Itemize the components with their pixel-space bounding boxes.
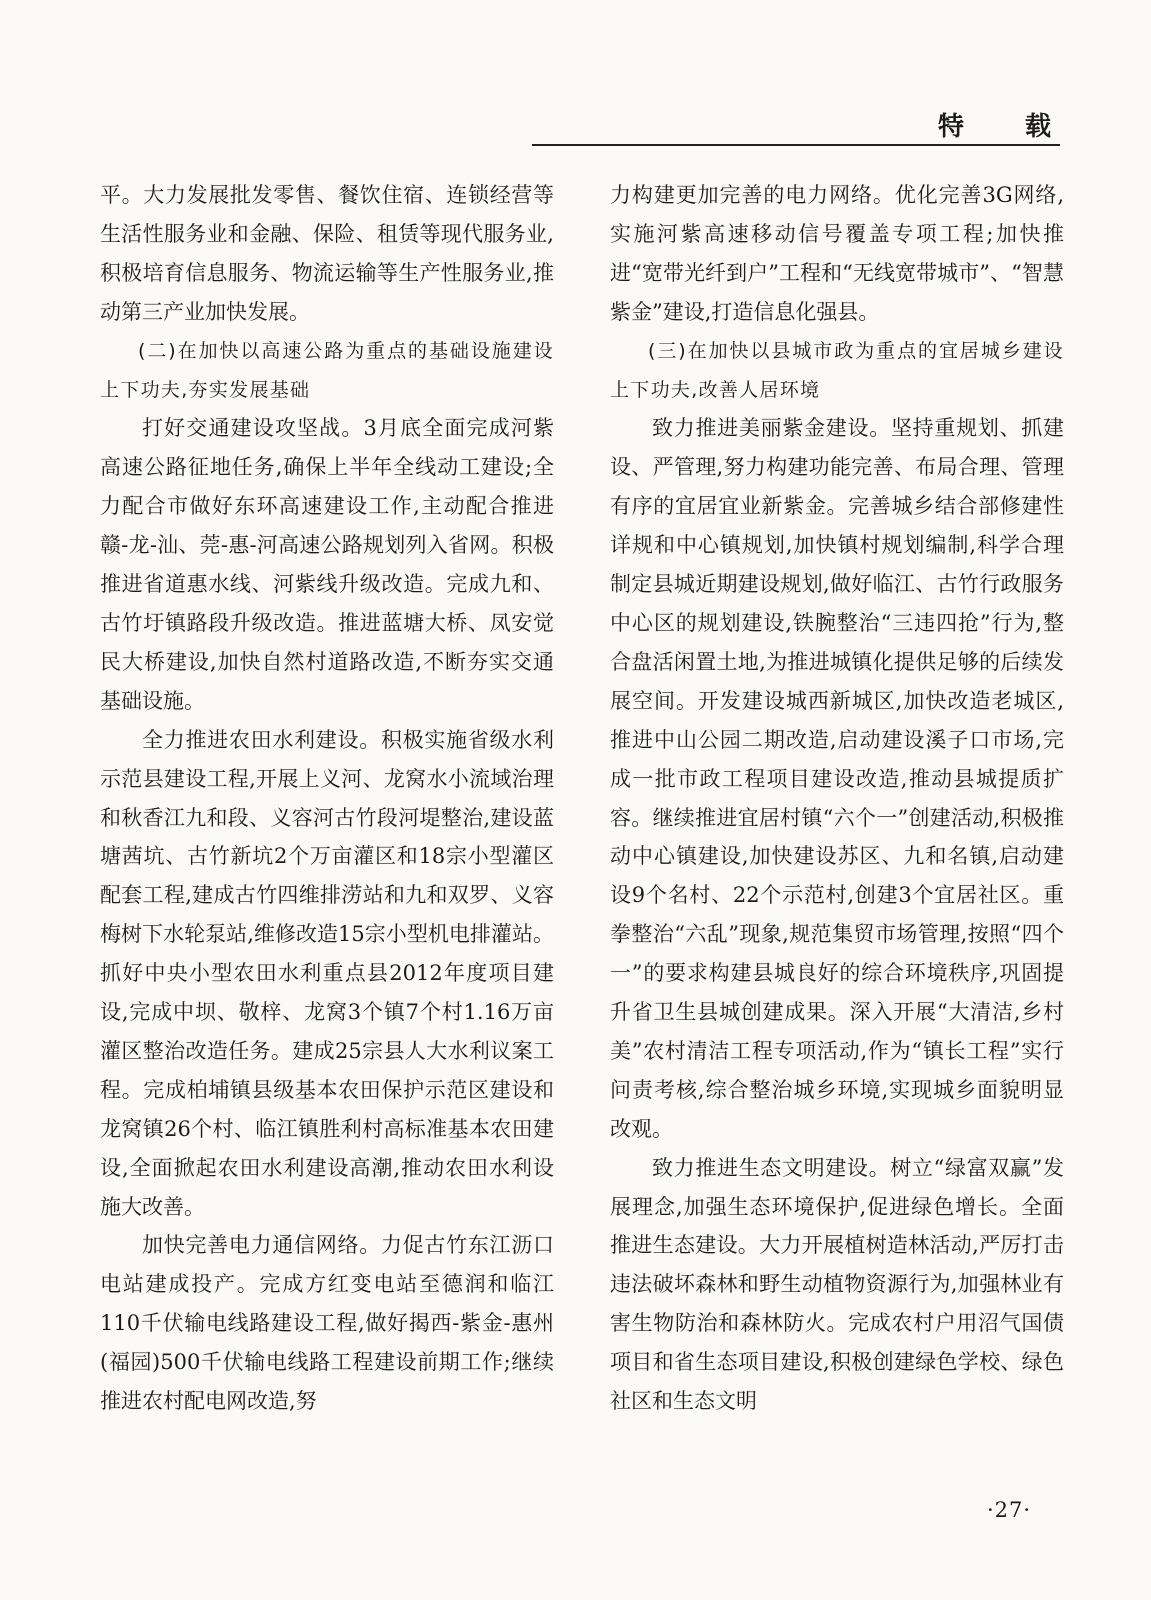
paragraph-continuation: 力构建更加完善的电力网络。优化完善3G网络,实施河紫高速移动信号覆盖专项工程;加快推进“宽带光纤到户”工程和“无线宽带城市”、“智慧紫金”建设,打造信息化强县。 [610,183,1064,324]
section-heading-2: (二)在加快以高速公路为重点的基础设施建设上下功夫,夯实发展基础 [100,339,554,401]
left-column [100,176,554,1421]
paragraph-continuation: 平。大力发展批发零售、餐饮住宿、连锁经营等生活性服务业和金融、保险、租赁等现代服务业,积极培育信息服务、物流运输等生产性服务业,推动第三产业加快发展。 [100,183,554,324]
paragraph-irrigation: 全力推进农田水利建设。积极实施省级水利示范县建设工程,开展上义河、龙窝水小流域治理和秋香江九和段、义容河古竹段河堤整治,建设蓝塘茜坑、古竹新坑2个万亩灌区和18宗小型灌区配套工程,建成古竹四维排涝站和九和双罗、义容梅树下水轮泵站,维修改造15宗小型机电排灌站。抓好中央小型农田水利重点县2012年度项目建设,完成中坝、敬梓、龙窝3个镇7个村1.16万亩灌区整治改造任务。建成25宗县人大水利议案工程。完成柏埔镇县级基本农田保护示范区建设和龙窝镇26个村、临江镇胜利村高标准基本农田建设,全面掀起农田水利建设高潮,推动农田水利设施大改善。 [100,727,554,1219]
section-label: 特 载 [938,112,1078,142]
paragraph-beautiful-zijin: 致力推进美丽紫金建设。坚持重规划、抓建设、严管理,努力构建功能完善、布局合理、管理有序的宜居宜业新紫金。完善城乡结合部修建性详规和中心镇规划,加快镇村规划编制,科学合理制定县城近期建设规划,做好临江、古竹行政服务中心区的规划建设,铁腕整治“三违四抢”行为,整合盘活闲置土地,为推进城镇化提供足够的后续发展空间。开发建设城西新城区,加快改造老城区,推进中山公园二期改造,启动建设溪子口市场,完成一批市政工程项目建设改造,推动县城提质扩容。继续推进宜居村镇“六个一”创建活动,积极推动中心镇建设,加快建设苏区、九和名镇,启动建设9个名村、22个示范村,创建3个宜居社区。重拳整治“六乱”现象,规范集贸市场管理,按照“四个一”的要求构建县城良好的综合环境秩序,巩固提升省卫生县城创建成果。深入开展“大清洁,乡村美”农村清洁工程专项活动,作为“镇长工程”实行问责考核,综合整治城乡环境,实现城乡面貌明显改观。 [610,416,1064,1141]
paragraph-transport: 打好交通建设攻坚战。3月底全面完成河紫高速公路征地任务,确保上半年全线动工建设;全力配合市做好东环高速建设工作,主动配合推进赣-龙-汕、莞-惠-河高速公路规划列入省网。积极推进省道惠水线、河紫线升级改造。完成九和、古竹圩镇路段升级改造。推进蓝塘大桥、凤安觉民大桥建设,加快自然村道路改造,不断夯实交通基础设施。 [100,416,554,713]
header-rule [532,144,1060,146]
page-number: ·27· [987,1498,1032,1522]
paragraph-ecology: 致力推进生态文明建设。树立“绿富双赢”发展理念,加强生态环境保护,促进绿色增长。全面推进生态建设。大力开展植树造林活动,严厉打击违法破坏森林和野生动植物资源行为,加强林业有害生物防治和森林防火。完成农村户用沼气国债项目和省生态项目建设,积极创建绿色学校、绿色社区和生态文明 [610,1155,1064,1414]
paragraph-power: 加快完善电力通信网络。力促古竹东江沥口电站建成投产。完成方红变电站至德润和临江110千伏输电线路建设工程,做好揭西-紫金-惠州(福园)500千伏输电线路工程建设前期工作;继续推进农村配电网改造,努 [100,1233,554,1414]
section-heading-3: (三)在加快以县城市政为重点的宜居城乡建设上下功夫,改善人居环境 [610,339,1064,401]
right-column [610,176,1064,1421]
